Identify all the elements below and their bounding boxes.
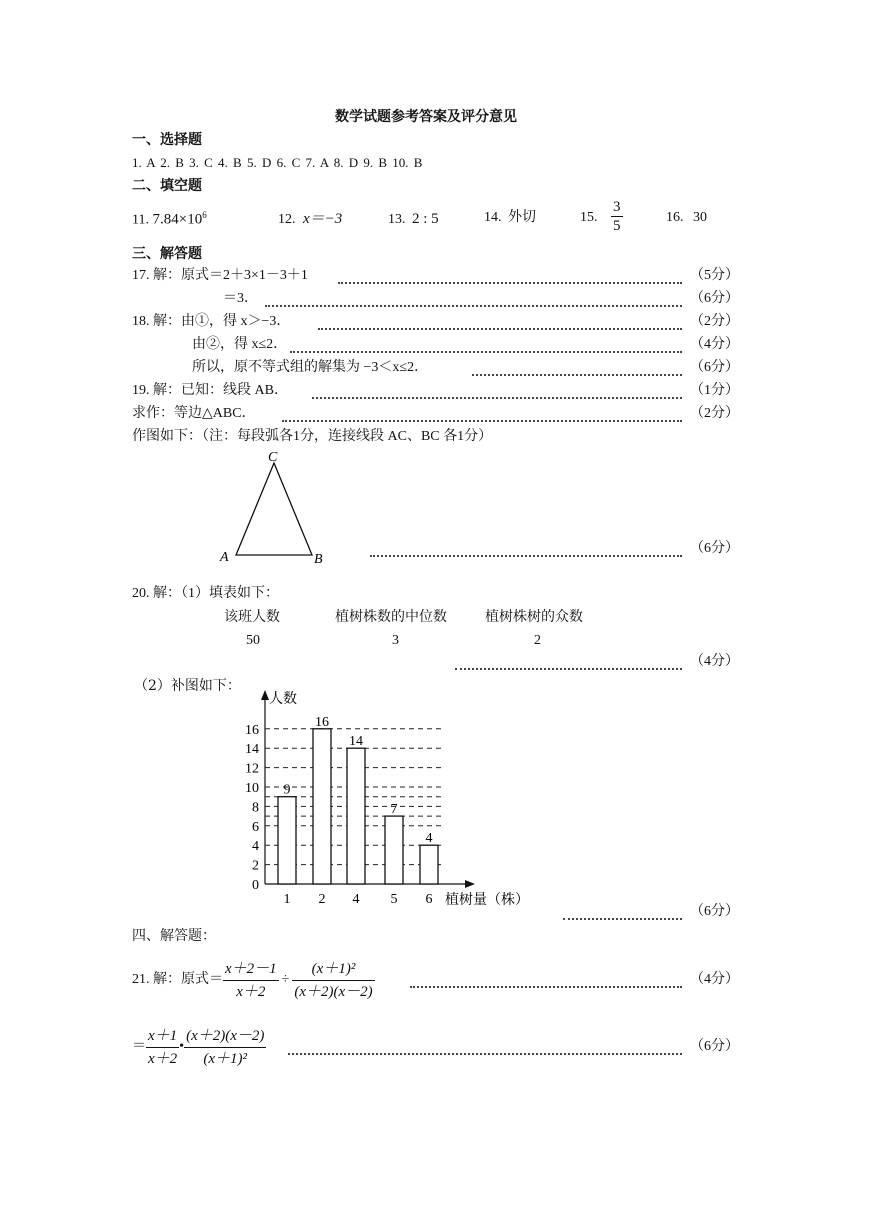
y-axis-arrow-icon <box>261 690 269 700</box>
triangle-abc <box>236 463 312 555</box>
vertex-label-b: B <box>314 552 323 567</box>
q21-line1 <box>132 958 375 1003</box>
dot-leader <box>312 397 682 399</box>
q17-line2: ＝3． <box>223 291 258 306</box>
bar <box>347 748 365 884</box>
vertex-label-a: A <box>220 550 229 565</box>
answer-13 <box>388 210 439 229</box>
table-header-3: 植树株树的众数 <box>485 609 583 625</box>
y-tick-label: 6 <box>252 819 259 835</box>
bar-chart <box>225 685 555 910</box>
section-heading-4: 四、解答题： <box>132 928 216 944</box>
q16-value: 30 <box>693 210 707 225</box>
q18-score2: （4分） <box>690 337 739 352</box>
answer-15-fraction <box>611 198 623 235</box>
q15-numerator: 3 <box>613 199 621 215</box>
q13-number: 13. <box>388 212 406 227</box>
answer-16 <box>666 210 707 227</box>
q21-fraction1-denominator: x＋2 <box>236 984 266 1000</box>
q21-multiply: • <box>179 1039 185 1055</box>
section-heading-choice: 一、选择题 <box>132 132 202 148</box>
q14-value: 外切 <box>508 210 536 225</box>
answer-14 <box>484 210 536 227</box>
y-tick-label: 16 <box>245 722 259 738</box>
bar-data-label: 14 <box>349 734 363 750</box>
q15-denominator: 5 <box>613 218 621 234</box>
q11-value: 7.84×10 <box>152 211 203 228</box>
x-tick-label: 5 <box>390 892 398 907</box>
y-tick-label: 0 <box>252 878 259 893</box>
y-tick-label: 12 <box>245 761 259 777</box>
dot-leader <box>282 420 682 422</box>
y-tick-label: 2 <box>252 858 259 874</box>
q17-score1: （5分） <box>690 268 739 283</box>
q17-score2: （6分） <box>690 291 739 306</box>
bar <box>313 729 331 884</box>
triangle-figure <box>210 445 330 570</box>
q21-line2 <box>132 1025 266 1070</box>
dot-leader <box>288 1053 682 1055</box>
answer-11 <box>132 210 207 229</box>
q20-line2: （2）补图如下： <box>134 678 241 694</box>
q20-line1: 20. 解：（1）填表如下： <box>132 586 279 601</box>
y-tick-label: 4 <box>252 839 259 855</box>
bar <box>278 797 296 884</box>
answer-12 <box>278 210 342 229</box>
q12-value: x＝−3 <box>303 211 343 227</box>
x-ticks <box>284 892 433 907</box>
q21-fraction1-numerator: x＋2－1 <box>223 958 279 981</box>
bar-data-label: 16 <box>315 714 329 730</box>
bar-data-label: 9 <box>283 782 291 798</box>
q21-prefix: 21. 解：原式＝ <box>132 972 223 988</box>
page-title: 数学试题参考答案及评分意见 <box>335 109 517 125</box>
q19-score2: （2分） <box>690 406 739 421</box>
q11-number: 11. <box>132 212 149 228</box>
dot-leader <box>338 282 682 284</box>
bars <box>278 715 438 884</box>
q21-score1: （4分） <box>690 972 739 987</box>
dot-leader <box>410 986 682 988</box>
x-tick-label: 2 <box>318 892 326 907</box>
x-axis-label: 植树量（株） <box>445 893 529 908</box>
y-axis-label: 人数 <box>269 692 297 707</box>
q14-number: 14. <box>484 210 502 225</box>
table-value-3: 2 <box>534 633 541 648</box>
bar-data-label: 7 <box>390 802 398 818</box>
dot-leader <box>265 305 682 307</box>
y-tick-label: 14 <box>245 742 259 758</box>
q13-value: 2 : 5 <box>412 211 439 227</box>
q19-line2: 求作：等边△ABC． <box>132 406 256 421</box>
table-value-1: 50 <box>246 633 260 648</box>
dot-leader <box>290 351 682 353</box>
x-tick-label: 4 <box>352 892 360 907</box>
table-header-1: 该班人数 <box>224 609 280 625</box>
dot-leader <box>472 374 682 376</box>
section-heading-solve: 三、解答题 <box>132 246 202 262</box>
q19-line1: 19. 解：已知：线段 AB． <box>132 383 288 398</box>
y-tick-label: 8 <box>252 800 259 816</box>
x-tick-label: 1 <box>283 892 291 907</box>
y-ticks <box>245 723 259 893</box>
q17-line1: 17. 解：原式＝2＋3×1－3＋1 <box>132 268 308 283</box>
q19-score3: （6分） <box>690 541 739 556</box>
dot-leader <box>370 555 682 557</box>
q21-fraction2-numerator: (x＋1)² <box>292 958 374 981</box>
dot-leader <box>563 918 682 920</box>
q21-score2: （6分） <box>690 1039 739 1054</box>
bar <box>420 845 438 884</box>
q16-number: 16. <box>666 210 684 225</box>
q21-fraction3-numerator: x＋1 <box>146 1025 179 1048</box>
choice-answers: 1. A 2. B 3. C 4. B 5. D 6. C 7. A 8. D 9. B 10. B <box>132 155 423 170</box>
bar <box>385 816 403 884</box>
q18-score3: （6分） <box>690 360 739 375</box>
section-heading-fill: 二、填空题 <box>132 178 202 194</box>
q11-exponent: 6 <box>202 210 207 220</box>
x-axis-arrow-icon <box>465 880 475 888</box>
y-tick-label: 10 <box>245 781 259 796</box>
q21-divide: ÷ <box>281 972 290 988</box>
q19-score1: （1分） <box>690 383 739 398</box>
answer-15-number: 15. <box>580 210 598 225</box>
q12-number: 12. <box>278 212 296 227</box>
q21-fraction4-denominator: (x＋1)² <box>203 1051 248 1067</box>
table-header-2: 植树株数的中位数 <box>335 609 447 625</box>
bar-data-label: 4 <box>425 831 433 847</box>
q18-line1: 18. 解：由①，得 x＞−3． <box>132 314 291 329</box>
q18-line3: 所以，原不等式组的解集为 −3＜x≤2． <box>192 360 429 375</box>
dot-leader <box>455 668 682 670</box>
q19-line3: 作图如下：（注：每段弧各1分，连接线段 AC、BC 各1分） <box>132 429 493 444</box>
q20-score1: （4分） <box>690 654 739 669</box>
dot-leader <box>318 328 682 330</box>
q21-fraction2-denominator: (x＋2)(x－2) <box>294 984 373 1000</box>
q20-score2: （6分） <box>690 904 739 919</box>
vertex-label-c: C <box>268 450 278 465</box>
q21-equals: ＝ <box>132 1039 146 1055</box>
q21-fraction3-denominator: x＋2 <box>148 1051 178 1067</box>
q18-score1: （2分） <box>690 314 739 329</box>
q21-fraction4-numerator: (x＋2)(x－2) <box>184 1025 266 1048</box>
q18-line2: 由②，得 x≤2． <box>192 337 288 352</box>
table-value-2: 3 <box>392 633 399 648</box>
x-tick-label: 6 <box>425 892 433 907</box>
